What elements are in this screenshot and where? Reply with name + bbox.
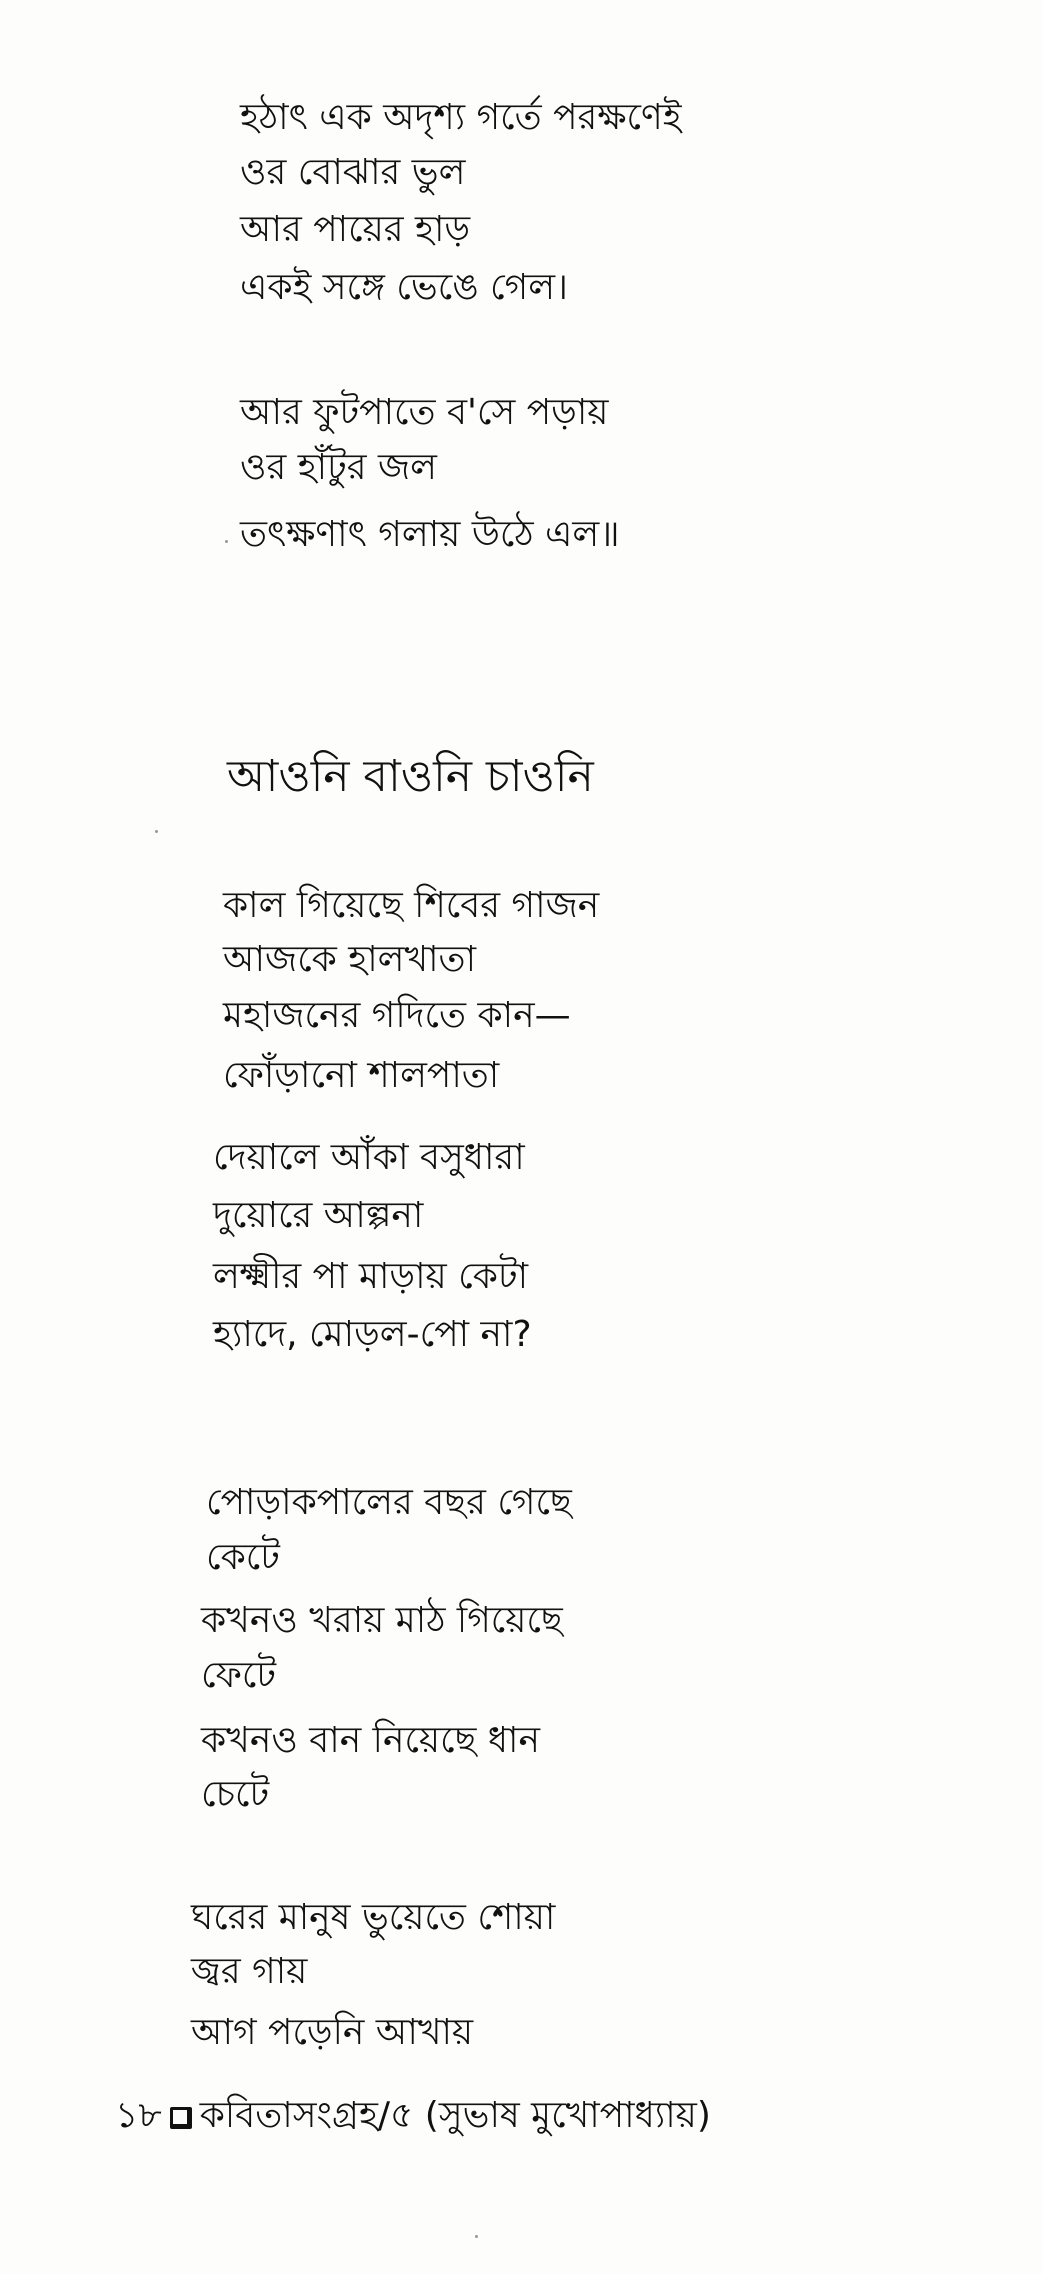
page-footer	[115, 2091, 711, 2141]
scan-speck	[155, 830, 158, 833]
poem-line: হঠাৎ এক অদৃশ্য গর্তে পরক্ষণেই	[240, 97, 682, 138]
poem-line: আর পায়ের হাড়	[240, 209, 471, 250]
poem-line: আগ পড়েনি আখায়	[191, 2012, 474, 2053]
poem-line: তৎক্ষণাৎ গলায় উঠে এল॥	[240, 514, 620, 555]
poem-line: দুয়োরে আল্পনা	[213, 1195, 424, 1236]
poem-line: লক্ষ্মীর পা মাড়ায় কেটা	[213, 1256, 529, 1297]
poem-line: চেটে	[201, 1774, 270, 1815]
poem-line: একই সঙ্গে ভেঙে গেল।	[240, 267, 568, 308]
scan-speck	[475, 2235, 478, 2238]
book-title: কবিতাসংগ্রহ/৫ (সুভাষ মুখোপাধ্যায়)	[199, 2095, 711, 2136]
poem-line: কাল গিয়েছে শিবের গাজন	[223, 885, 600, 926]
square-bullet-icon	[170, 2107, 192, 2129]
poem-line: আর ফুটপাতে ব'সে পড়ায়	[240, 392, 609, 433]
poem-line: ঘরের মানুষ ভুয়েতে শোয়া	[191, 1897, 556, 1938]
poem-line: ওর হাঁটুর জল	[240, 447, 437, 488]
poem-line: পোড়াকপালের বছর গেছে	[206, 1482, 572, 1523]
poem-line: মহাজনের গদিতে কান—	[223, 995, 571, 1036]
poem-line: জ্বর গায়	[191, 1951, 308, 1992]
page-number: ১৮	[115, 2095, 162, 2136]
poem-title: আওনি বাওনি চাওনি	[227, 751, 594, 802]
poem-line: কখনও বান নিয়েছে ধান	[201, 1720, 540, 1761]
poem-line: হ্যাদে, মোড়ল-পো না?	[213, 1314, 532, 1355]
poem-line: দেয়ালে আঁকা বসুধারা	[213, 1137, 525, 1178]
poem-line: কখনও খরায় মাঠ গিয়েছে	[201, 1600, 563, 1641]
poem-line: ফোঁড়ানো শালপাতা	[223, 1055, 500, 1096]
poem-line: কেটে	[206, 1537, 280, 1578]
scan-speck	[225, 540, 228, 543]
poem-line: ফেটে	[201, 1655, 276, 1696]
poem-line: ওর বোঝার ভুল	[240, 152, 466, 193]
poem-line: আজকে হালখাতা	[223, 939, 477, 980]
